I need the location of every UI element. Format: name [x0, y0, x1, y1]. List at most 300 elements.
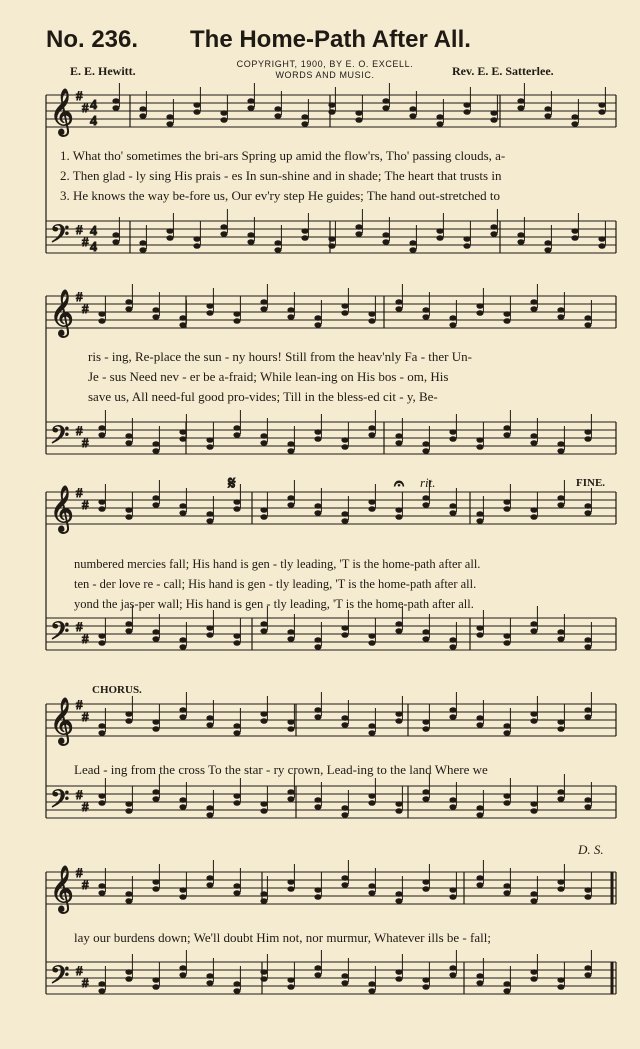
- note-head: [449, 804, 456, 810]
- note-head: [584, 644, 591, 650]
- note-head: [98, 432, 105, 438]
- note-head: [233, 723, 240, 729]
- note-head: [341, 805, 348, 811]
- note-head: [166, 114, 173, 120]
- note-head: [544, 113, 551, 119]
- sharp-sign: #: [82, 301, 89, 316]
- note-head: [179, 322, 186, 328]
- note-head: [409, 240, 416, 246]
- note-head: [584, 965, 591, 971]
- note-head: [206, 303, 213, 309]
- note-head: [422, 502, 429, 508]
- note-head: [382, 239, 389, 245]
- note-head: [584, 429, 591, 435]
- note-head: [125, 433, 132, 439]
- bass-clef: 𝄢: [50, 421, 70, 456]
- note-head: [557, 719, 564, 725]
- note-head: [260, 891, 267, 897]
- note-head: [395, 891, 402, 897]
- note-head: [98, 723, 105, 729]
- note-head: [368, 793, 375, 799]
- sharp-sign: #: [82, 435, 89, 450]
- note-head: [98, 793, 105, 799]
- note-head: [490, 231, 497, 237]
- note-head: [152, 789, 159, 795]
- note-head: [152, 977, 159, 983]
- note-head: [341, 511, 348, 517]
- note-head: [395, 976, 402, 982]
- note-head: [125, 808, 132, 814]
- system2-verse1: ris - ing, Re-place the sun - ny hours! Still from the heav'nly Fa - ther Un-: [88, 349, 472, 364]
- note-head: [422, 629, 429, 635]
- copyright-line-2: WORDS AND MUSIC.: [275, 70, 375, 80]
- note-head: [233, 506, 240, 512]
- system3-verse3: yond the jas-per wall; His hand is gen - tly leading, 'T is the home-path after all.: [74, 597, 474, 611]
- sharp-sign: #: [76, 697, 83, 712]
- note-head: [220, 110, 227, 116]
- note-head: [476, 722, 483, 728]
- note-head: [463, 109, 470, 115]
- note-head: [476, 444, 483, 450]
- note-head: [557, 441, 564, 447]
- note-head: [530, 440, 537, 446]
- note-head: [395, 801, 402, 807]
- note-head: [287, 886, 294, 892]
- note-head: [98, 318, 105, 324]
- note-head: [368, 890, 375, 896]
- note-head: [395, 718, 402, 724]
- note-head: [368, 981, 375, 987]
- note-head: [152, 879, 159, 885]
- note-head: [503, 793, 510, 799]
- note-head: [382, 98, 389, 104]
- note-head: [233, 311, 240, 317]
- note-head: [260, 306, 267, 312]
- note-head: [314, 714, 321, 720]
- note-head: [422, 441, 429, 447]
- hymn-number: No. 236.: [46, 26, 139, 53]
- note-head: [395, 711, 402, 717]
- note-head: [274, 113, 281, 119]
- note-head: [179, 436, 186, 442]
- note-head: [463, 102, 470, 108]
- note-head: [98, 425, 105, 431]
- note-head: [152, 441, 159, 447]
- note-head: [395, 628, 402, 634]
- hymn-title: The Home-Path After All.: [190, 26, 471, 53]
- note-head: [179, 510, 186, 516]
- note-head: [449, 637, 456, 643]
- note-head: [584, 322, 591, 328]
- note-head: [584, 503, 591, 509]
- bass-clef: 𝄢: [50, 220, 70, 255]
- note-head: [125, 711, 132, 717]
- note-head: [233, 633, 240, 639]
- note-head: [125, 621, 132, 627]
- note-head: [112, 232, 119, 238]
- note-head: [463, 236, 470, 242]
- note-head: [206, 437, 213, 443]
- note-head: [152, 886, 159, 892]
- bass-clef: 𝄢: [50, 961, 70, 996]
- note-head: [98, 800, 105, 806]
- sharp-sign: #: [82, 631, 89, 646]
- note-head: [557, 726, 564, 732]
- note-head: [409, 113, 416, 119]
- system4-lyrics: Lead - ing from the cross To the star - ry crown, Lead-ing to the land Where we: [74, 762, 488, 777]
- note-head: [476, 511, 483, 517]
- note-head: [139, 106, 146, 112]
- note-head: [274, 106, 281, 112]
- note-head: [328, 109, 335, 115]
- note-head: [368, 506, 375, 512]
- note-head: [260, 976, 267, 982]
- note-head: [206, 715, 213, 721]
- note-head: [112, 98, 119, 104]
- note-head: [179, 315, 186, 321]
- note-head: [152, 307, 159, 313]
- note-head: [260, 711, 267, 717]
- note-head: [193, 102, 200, 108]
- system2-verse3: save us, All need-ful good pro-vides; Till in the bless-ed cit - y, Be-: [88, 389, 438, 404]
- note-head: [179, 429, 186, 435]
- note-head: [395, 898, 402, 904]
- note-head: [449, 887, 456, 893]
- note-head: [530, 976, 537, 982]
- note-head: [125, 718, 132, 724]
- note-head: [341, 980, 348, 986]
- system5-lyrics: lay our burdens down; We'll doubt Him not, nor murmur, Whatever ills be - fall;: [74, 930, 491, 945]
- note-head: [179, 965, 186, 971]
- note-head: [206, 444, 213, 450]
- note-head: [449, 965, 456, 971]
- ritardando-mark: rit.: [420, 475, 436, 490]
- time-signature: 4: [90, 240, 97, 255]
- note-head: [449, 707, 456, 713]
- note-head: [395, 306, 402, 312]
- note-head: [341, 973, 348, 979]
- note-head: [598, 109, 605, 115]
- note-head: [368, 633, 375, 639]
- note-head: [274, 247, 281, 253]
- note-head: [206, 511, 213, 517]
- note-head: [152, 984, 159, 990]
- note-head: [422, 495, 429, 501]
- note-head: [206, 973, 213, 979]
- treble-clef: 𝄞: [50, 866, 74, 912]
- note-head: [490, 117, 497, 123]
- note-head: [341, 812, 348, 818]
- fermata-sign: 𝄐: [394, 473, 405, 494]
- note-head: [395, 808, 402, 814]
- composer-credit: Rev. E. E. Satterlee.: [452, 64, 554, 78]
- note-head: [544, 247, 551, 253]
- note-head: [557, 314, 564, 320]
- note-head: [436, 235, 443, 241]
- note-head: [314, 637, 321, 643]
- note-head: [422, 789, 429, 795]
- note-head: [422, 984, 429, 990]
- note-head: [247, 232, 254, 238]
- note-head: [301, 235, 308, 241]
- note-head: [287, 314, 294, 320]
- note-head: [557, 495, 564, 501]
- note-head: [368, 499, 375, 505]
- note-head: [341, 632, 348, 638]
- note-head: [233, 425, 240, 431]
- note-head: [557, 448, 564, 454]
- sharp-sign: #: [76, 787, 83, 802]
- note-head: [449, 503, 456, 509]
- note-head: [503, 318, 510, 324]
- note-head: [301, 114, 308, 120]
- note-head: [341, 625, 348, 631]
- sharp-sign: #: [76, 289, 83, 304]
- note-head: [233, 800, 240, 806]
- note-head: [368, 640, 375, 646]
- note-head: [476, 632, 483, 638]
- note-head: [449, 510, 456, 516]
- note-head: [260, 718, 267, 724]
- note-head: [341, 518, 348, 524]
- note-head: [557, 977, 564, 983]
- note-head: [206, 632, 213, 638]
- note-head: [98, 311, 105, 317]
- note-head: [206, 722, 213, 728]
- note-head: [503, 723, 510, 729]
- note-head: [530, 433, 537, 439]
- note-head: [395, 514, 402, 520]
- chorus-label: CHORUS.: [92, 684, 142, 696]
- note-head: [517, 98, 524, 104]
- note-head: [314, 887, 321, 893]
- note-head: [98, 640, 105, 646]
- sharp-sign: #: [82, 234, 89, 249]
- note-head: [584, 797, 591, 803]
- note-head: [260, 628, 267, 634]
- note-head: [503, 800, 510, 806]
- dal-segno-mark: D. S.: [578, 842, 604, 857]
- note-head: [530, 808, 537, 814]
- sharp-sign: #: [76, 619, 83, 634]
- note-head: [517, 239, 524, 245]
- note-head: [233, 890, 240, 896]
- note-head: [314, 322, 321, 328]
- note-head: [206, 980, 213, 986]
- note-head: [287, 719, 294, 725]
- note-head: [260, 507, 267, 513]
- note-head: [503, 425, 510, 431]
- note-head: [341, 715, 348, 721]
- note-head: [355, 231, 362, 237]
- note-head: [395, 299, 402, 305]
- note-head: [287, 441, 294, 447]
- note-head: [436, 121, 443, 127]
- note-head: [125, 514, 132, 520]
- note-head: [179, 894, 186, 900]
- note-head: [314, 797, 321, 803]
- note-head: [314, 644, 321, 650]
- note-head: [395, 433, 402, 439]
- note-head: [314, 804, 321, 810]
- sharp-sign: #: [76, 963, 83, 978]
- note-head: [476, 973, 483, 979]
- treble-clef: 𝄞: [50, 486, 74, 532]
- note-head: [193, 243, 200, 249]
- note-head: [301, 121, 308, 127]
- note-head: [247, 98, 254, 104]
- bass-clef: 𝄢: [50, 617, 70, 652]
- note-head: [449, 714, 456, 720]
- note-head: [476, 812, 483, 818]
- note-head: [139, 240, 146, 246]
- note-head: [233, 318, 240, 324]
- note-head: [98, 981, 105, 987]
- note-head: [584, 436, 591, 442]
- note-head: [368, 800, 375, 806]
- note-head: [530, 891, 537, 897]
- note-head: [503, 640, 510, 646]
- note-head: [260, 898, 267, 904]
- note-head: [341, 437, 348, 443]
- note-head: [179, 804, 186, 810]
- system1-verse3: 3. He knows the way be-fore us, Our ev'ry step He guides; The hand out-stretched to: [60, 188, 501, 203]
- note-head: [422, 719, 429, 725]
- note-head: [584, 707, 591, 713]
- note-head: [125, 969, 132, 975]
- note-head: [301, 228, 308, 234]
- note-head: [152, 502, 159, 508]
- note-head: [152, 495, 159, 501]
- sharp-sign: #: [82, 100, 89, 115]
- note-head: [530, 514, 537, 520]
- note-head: [422, 448, 429, 454]
- note-head: [98, 890, 105, 896]
- time-signature: 4: [90, 114, 97, 129]
- note-head: [274, 240, 281, 246]
- note-head: [220, 117, 227, 123]
- note-head: [287, 789, 294, 795]
- note-head: [395, 621, 402, 627]
- note-head: [584, 887, 591, 893]
- treble-clef: 𝄞: [50, 698, 74, 744]
- note-head: [503, 506, 510, 512]
- note-head: [449, 315, 456, 321]
- fine-mark: FINE.: [576, 477, 606, 489]
- note-head: [530, 628, 537, 634]
- note-head: [328, 243, 335, 249]
- note-head: [260, 969, 267, 975]
- note-head: [476, 805, 483, 811]
- note-head: [206, 812, 213, 818]
- note-head: [233, 793, 240, 799]
- note-head: [571, 235, 578, 241]
- note-head: [260, 621, 267, 627]
- system2-verse2: Je - sus Need nev - er be a-fraid; While lean-ing on His bos - om, His: [88, 369, 449, 384]
- note-head: [98, 506, 105, 512]
- note-head: [530, 299, 537, 305]
- note-head: [287, 636, 294, 642]
- note-head: [233, 883, 240, 889]
- copyright-line-1: COPYRIGHT, 1900, BY E. O. EXCELL.: [236, 59, 414, 69]
- sharp-sign: #: [76, 222, 83, 237]
- note-head: [179, 972, 186, 978]
- note-head: [314, 707, 321, 713]
- note-head: [125, 801, 132, 807]
- note-head: [503, 499, 510, 505]
- note-head: [260, 299, 267, 305]
- note-head: [179, 887, 186, 893]
- note-head: [328, 236, 335, 242]
- note-head: [260, 440, 267, 446]
- note-head: [476, 882, 483, 888]
- note-head: [368, 318, 375, 324]
- note-head: [463, 243, 470, 249]
- note-head: [517, 105, 524, 111]
- note-head: [152, 636, 159, 642]
- note-head: [422, 886, 429, 892]
- note-head: [125, 440, 132, 446]
- note-head: [98, 633, 105, 639]
- sharp-sign: #: [76, 485, 83, 500]
- note-head: [287, 726, 294, 732]
- note-head: [476, 518, 483, 524]
- note-head: [287, 984, 294, 990]
- note-head: [395, 969, 402, 975]
- note-head: [530, 306, 537, 312]
- note-head: [125, 507, 132, 513]
- note-head: [220, 224, 227, 230]
- note-head: [476, 715, 483, 721]
- note-head: [260, 514, 267, 520]
- note-head: [449, 322, 456, 328]
- sharp-sign: #: [76, 423, 83, 438]
- note-head: [382, 105, 389, 111]
- note-head: [287, 629, 294, 635]
- note-head: [314, 503, 321, 509]
- note-head: [233, 432, 240, 438]
- note-head: [179, 637, 186, 643]
- note-head: [98, 499, 105, 505]
- note-head: [449, 644, 456, 650]
- note-head: [449, 797, 456, 803]
- note-head: [260, 801, 267, 807]
- note-head: [476, 310, 483, 316]
- note-head: [544, 106, 551, 112]
- note-head: [530, 898, 537, 904]
- note-head: [503, 633, 510, 639]
- note-head: [503, 988, 510, 994]
- note-head: [179, 644, 186, 650]
- note-head: [584, 714, 591, 720]
- note-head: [368, 723, 375, 729]
- sharp-sign: #: [76, 865, 83, 880]
- note-head: [98, 883, 105, 889]
- note-head: [166, 235, 173, 241]
- note-head: [449, 972, 456, 978]
- note-head: [112, 239, 119, 245]
- note-head: [409, 106, 416, 112]
- note-head: [287, 502, 294, 508]
- note-head: [490, 110, 497, 116]
- sharp-sign: #: [82, 877, 89, 892]
- sharp-sign: #: [82, 709, 89, 724]
- note-head: [287, 307, 294, 313]
- note-head: [368, 730, 375, 736]
- note-head: [152, 448, 159, 454]
- system3-verse1: numbered mercies fall; His hand is gen - tly leading, 'T is the home-path after all.: [74, 557, 481, 571]
- note-head: [287, 448, 294, 454]
